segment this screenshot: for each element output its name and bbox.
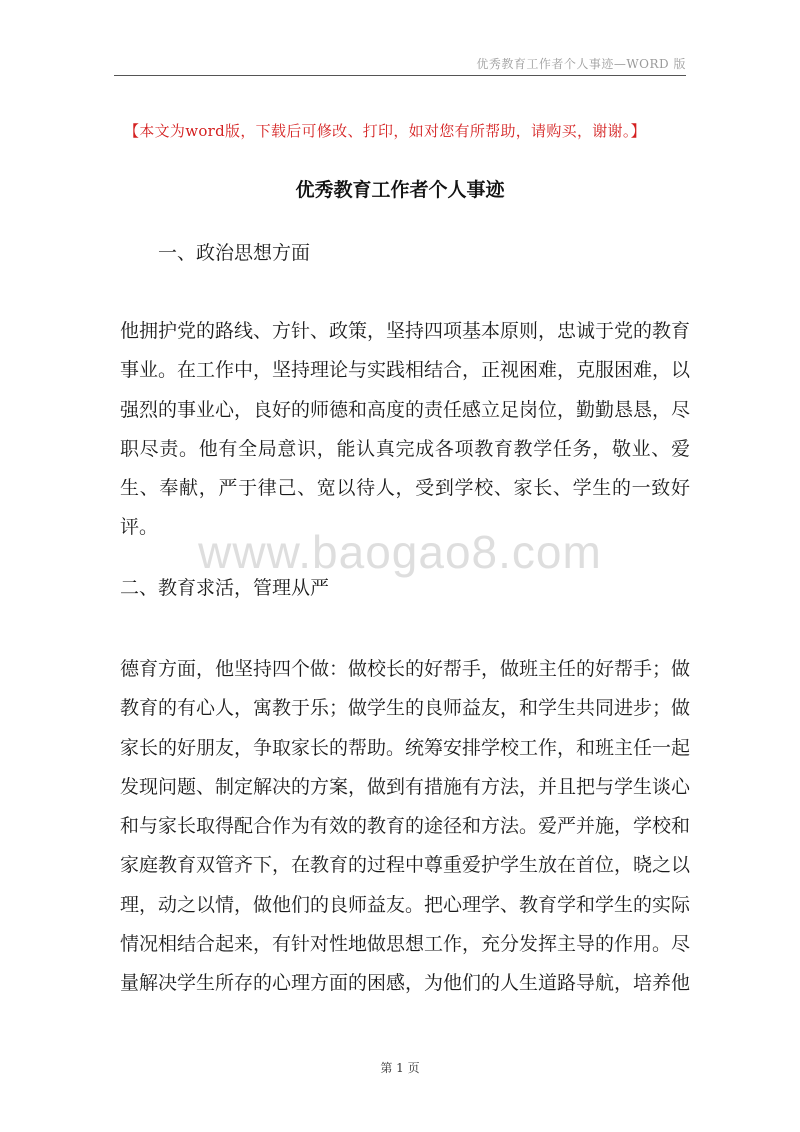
watermark: www.baogao8.com [198, 526, 602, 578]
download-notice: 【本文为word版，下载后可修改、打印，如对您有所帮助，请购买，谢谢。】 [124, 122, 646, 140]
page-number: 第 1 页 [380, 1061, 420, 1075]
section-heading-education: 二、教育求活，管理从严 [120, 577, 330, 599]
section-heading-political: 一、政治思想方面 [158, 242, 311, 264]
section-body-political: 他拥护党的路线、方针、政策，坚持四项基本原则，忠诚于党的教育事业。在工作中，坚持理论与实践相结合，正视困难，克服困难，以强烈的事业心，良好的师德和高度的责任感立足岗位，勤勤恳恳，尽职尽责。他有全局意识，能认真完成各项教育教学任务，敬业、爱生、奉献，严于律己、宽以待人，受到学校、家长、学生的一致好评。 [120, 320, 691, 539]
section-body-education: 德育方面，他坚持四个做：做校长的好帮手，做班主任的好帮手；做教育的有心人，寓教于乐；做学生的良师益友，和学生共同进步；做家长的好朋友，争取家长的帮助。统筹安排学校工作，和班主任一起发现问题、制定解决的方案，做到有措施有方法，并且把与学生谈心和与家长取得配合作为有效的教育的途径和方法。爱严并施，学校和家庭教育双管齐下，在教育的过程中尊重爱护学生放在首位，晓之以理，动之以情，做他们的良师益友。把心理学、教育学和学生的实际情况相结合起来，有针对性地做思想工作，充分发挥主导的作用。尽量解决学生所存的心理方面的困感，为他们的人生道路导航，培养他 [120, 658, 691, 995]
document-title: 优秀教育工作者个人事迹 [295, 179, 505, 201]
running-header: 优秀教育工作者个人事迹—WORD 版 [476, 57, 686, 71]
header-divider [114, 75, 686, 76]
